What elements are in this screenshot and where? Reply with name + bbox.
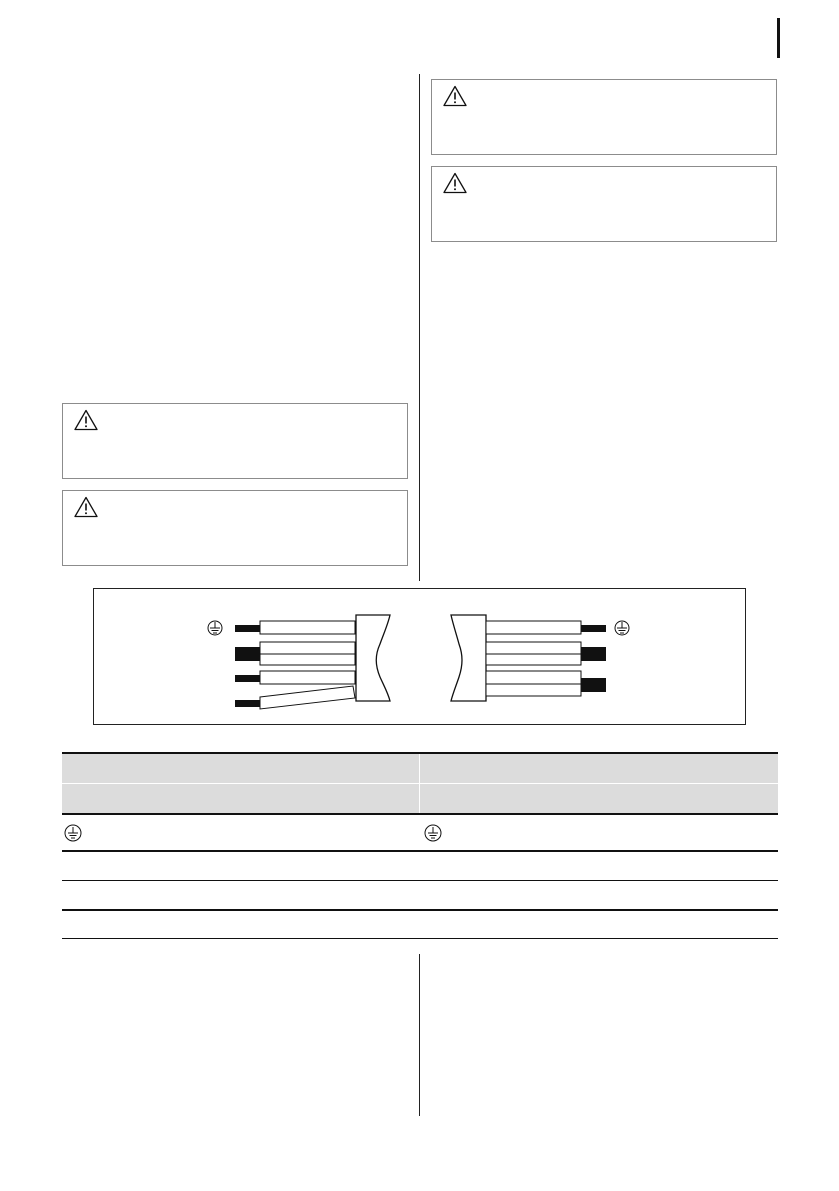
table-header-row bbox=[62, 753, 778, 784]
warning-box bbox=[431, 79, 777, 155]
table-header-cell bbox=[62, 784, 419, 815]
table-cell bbox=[419, 814, 778, 851]
warning-box bbox=[431, 166, 777, 242]
warning-box bbox=[62, 490, 408, 566]
column-divider-top bbox=[419, 74, 420, 581]
table-header-cell bbox=[62, 753, 419, 784]
warning-triangle-icon bbox=[74, 496, 98, 518]
wire bbox=[486, 654, 581, 665]
cable-sheath bbox=[451, 615, 486, 701]
conductor-tip bbox=[235, 647, 260, 661]
table-row bbox=[62, 910, 778, 939]
wire bbox=[486, 671, 581, 684]
table-row bbox=[62, 881, 778, 911]
column-divider-bottom bbox=[419, 954, 420, 1116]
ground-icon bbox=[64, 824, 82, 842]
conductor-tip bbox=[235, 700, 260, 707]
table-header-cell bbox=[419, 753, 778, 784]
table-row bbox=[62, 814, 778, 851]
wire bbox=[260, 654, 355, 665]
table-cell bbox=[419, 910, 778, 939]
wire bbox=[260, 686, 355, 709]
cable-sheath bbox=[356, 615, 390, 701]
table-header-cell bbox=[419, 784, 778, 815]
warning-triangle-icon bbox=[443, 85, 467, 107]
wire bbox=[260, 621, 355, 634]
wire bbox=[486, 642, 581, 654]
conductor-tip bbox=[235, 625, 260, 632]
cable-illustration bbox=[94, 589, 745, 724]
wire bbox=[260, 671, 355, 684]
warning-triangle-icon bbox=[74, 409, 98, 431]
conductor-tip bbox=[581, 678, 606, 692]
wire bbox=[486, 621, 581, 634]
ground-icon bbox=[615, 621, 629, 635]
conductor-tip bbox=[581, 647, 606, 661]
table-cell bbox=[62, 881, 419, 911]
table-cell bbox=[62, 910, 419, 939]
table-row bbox=[62, 851, 778, 881]
table-subheader-row bbox=[62, 784, 778, 815]
ground-icon bbox=[208, 621, 222, 635]
wire bbox=[486, 684, 581, 696]
wiring-diagram bbox=[93, 588, 746, 725]
table-cell bbox=[419, 881, 778, 911]
warning-box bbox=[62, 403, 408, 479]
ground-icon bbox=[424, 824, 442, 842]
warning-triangle-icon bbox=[443, 172, 467, 194]
table-cell bbox=[62, 851, 419, 881]
connection-table bbox=[62, 752, 778, 939]
table-cell bbox=[419, 851, 778, 881]
wire bbox=[260, 642, 355, 654]
table-cell bbox=[62, 814, 419, 851]
conductor-tip bbox=[581, 625, 606, 632]
crop-mark bbox=[777, 18, 780, 58]
conductor-tip bbox=[235, 675, 260, 682]
